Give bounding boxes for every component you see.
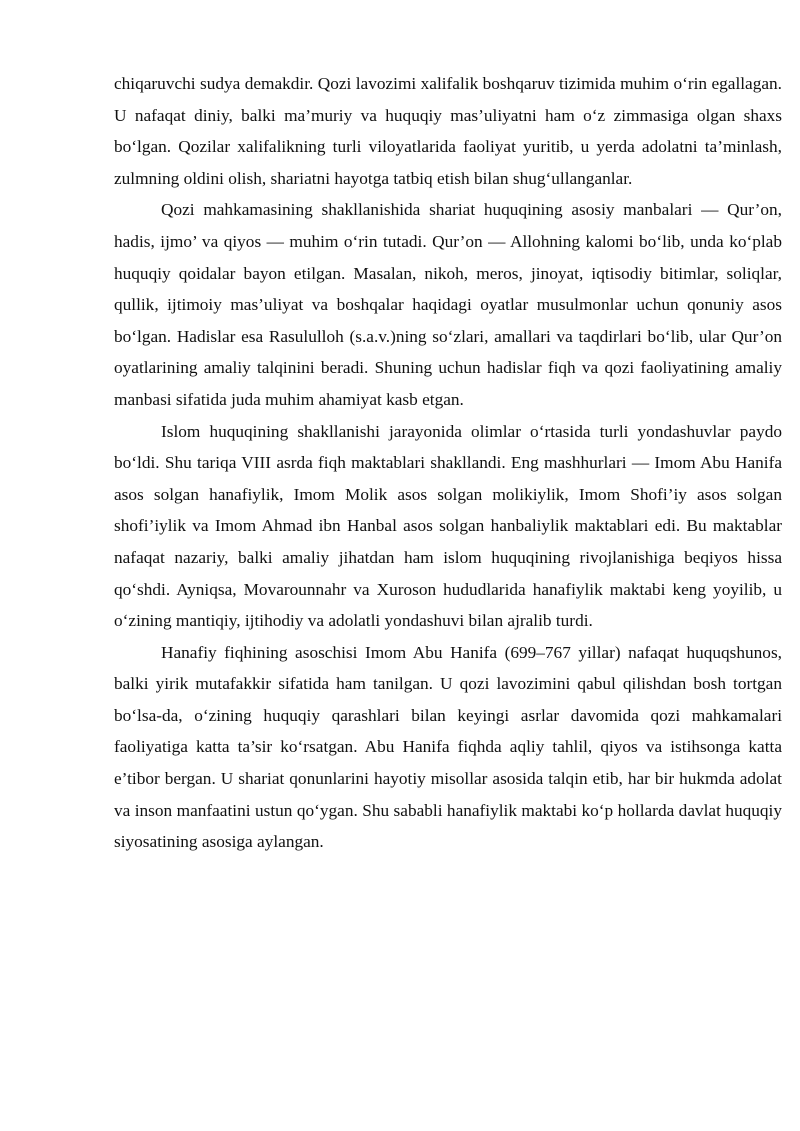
document-page [114,68,782,858]
paragraph-continuation: chiqaruvchi sudya demakdir. Qozi lavozimi xalifalik boshqaruv tizimida muhim o‘rin egallagan. U nafaqat diniy, balki ma’muriy va huquqiy mas’uliyatni ham o‘z zimmasiga olgan shaxs bo‘lgan. Qozilar xalifalikning turli viloyatlarida faoliyat yuritib, u yerda adolatni ta’minlash, zulmning oldini olish, shariatni hayotga tatbiq etish bilan shug‘ullanganlar. [114,74,782,188]
paragraph-abu-hanifa: Hanafiy fiqhining asoschisi Imom Abu Hanifa (699–767 yillar) nafaqat huquqshunos, balki yirik mutafakkir sifatida ham tanilgan. U qozi lavozimini qabul qilishdan bosh tortgan bo‘lsa-da, o‘zining huquqiy qarashlari bilan keyingi asrlar davomida qozi mahkamalari faoliyatiga katta ta’sir ko‘rsatgan. Abu Hanifa fiqhda aqliy tahlil, qiyos va istihsonga katta e’tibor bergan. U shariat qonunlarini hayotiy misollar asosida talqin etib, har bir hukmda adolat va inson manfaatini ustun qo‘ygan. Shu sababli hanafiylik maktabi ko‘p hollarda davlat huquqiy siyosatining asosiga aylangan. [114,642,782,852]
paragraph-fiqh-schools: Islom huquqining shakllanishi jarayonida olimlar o‘rtasida turli yondashuvlar paydo bo‘ldi. Shu tariqa VIII asrda fiqh maktablari shakllandi. Eng mashhurlari — Imom Abu Hanifa asos solgan hanafiylik, Imom Molik asos solgan molikiylik, Imom Shofi’iy asos solgan shofi’iylik va Imom Ahmad ibn Hanbal asos solgan hanbaliylik maktablari edi. Bu maktablar nafaqat nazariy, balki amaliy jihatdan ham islom huquqining rivojlanishiga beqiyos hissa qo‘shdi. Ayniqsa, Movarounnahr va Xuroson hududlarida hanafiylik maktabi keng yoyilib, u o‘zining mantiqiy, ijtihodiy va adolatli yondashuvi bilan ajralib turdi. [114,421,782,631]
paragraph-sources-of-sharia: Qozi mahkamasining shakllanishida shariat huquqining asosiy manbalari — Qur’on, hadis, ijmo’ va qiyos — muhim o‘rin tutadi. Qur’on — Allohning kalomi bo‘lib, unda ko‘plab huquqiy qoidalar bayon etilgan. Masalan, nikoh, meros, jinoyat, iqtisodiy bitimlar, soliqlar, qullik, ijtimoiy mas’uliyat va boshqalar haqidagi oyatlar musulmonlar uchun qonuniy asos bo‘lgan. Hadislar esa Rasululloh (s.a.v.)ning so‘zlari, amallari va taqdirlari bo‘lib, ular Qur’on oyatlarining amaliy talqinini beradi. Shuning uchun hadislar fiqh va qozi faoliyatining amaliy manbasi sifatida juda muhim ahamiyat kasb etgan. [114,200,782,409]
